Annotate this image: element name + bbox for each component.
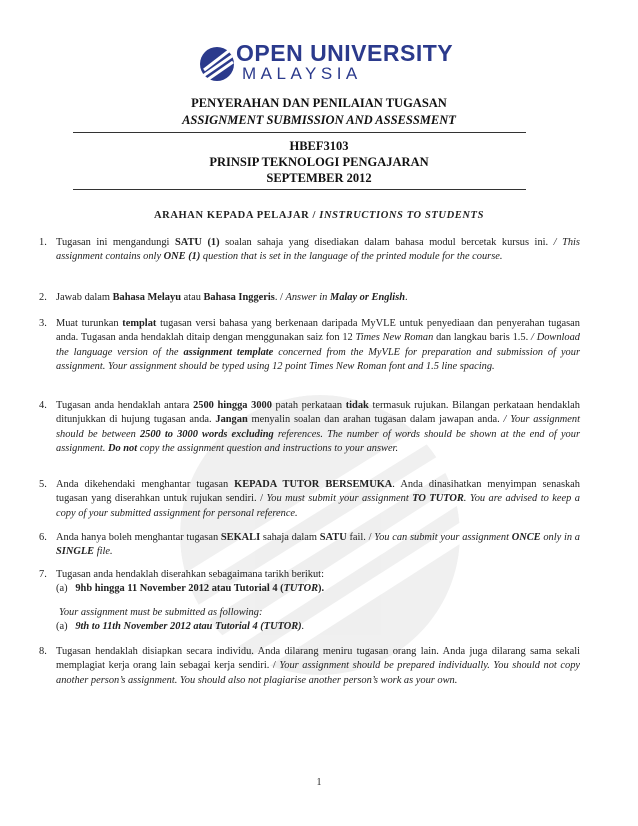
text-run: SINGLE xyxy=(56,546,95,558)
text-run: only in a xyxy=(540,532,580,543)
text-run: Tugasan anda hendaklah diserahkan sebagaimana tarikh berikut: xyxy=(56,569,324,580)
sub-item-label: (a) xyxy=(56,583,68,595)
globe-icon xyxy=(198,40,236,88)
text-run: . xyxy=(405,292,408,303)
text-run: Your assignment should be prepared individually. You should not copy another person’s assignment. You should also not plagiarise another person’s work as your own. xyxy=(56,660,581,686)
text-run: Jangan xyxy=(215,414,248,426)
text-run: Times New Roman xyxy=(355,332,434,344)
header-rule-bottom xyxy=(73,189,526,190)
item-text xyxy=(56,645,580,688)
text-run: / Your assignment should be between xyxy=(56,414,580,440)
text-run: You must submit your assignment xyxy=(266,493,413,505)
tutor-label: TUTOR xyxy=(283,583,319,595)
text-run: 2500 to 3000 words excluding xyxy=(139,428,274,440)
item-text xyxy=(56,568,580,582)
text-run: patah perkataan xyxy=(271,400,346,411)
course-name: PRINSIP TEKNOLOGI PENGAJARAN xyxy=(209,155,429,169)
submission-date-malay xyxy=(56,582,580,596)
text-run: Muat turunkan xyxy=(56,318,123,329)
semester: SEPTEMBER 2012 xyxy=(266,171,372,185)
instructions-heading-separator: / xyxy=(309,210,320,221)
text-run: Jawab dalam xyxy=(56,292,113,303)
university-logo xyxy=(198,40,454,88)
text-run: atau xyxy=(180,292,204,303)
text-run: termasuk rujukan. Bilangan perkataan hendaklah ditunjukkan di hujung tugasan anda. xyxy=(56,400,580,426)
text-run: Answer in xyxy=(285,292,330,303)
item-text xyxy=(56,291,580,305)
text-run: . Anda dinasihatkan menyimpan senaskah tugasan yang diserahkan untuk rujukan sendiri. / xyxy=(56,479,580,505)
instruction-item-6 xyxy=(39,531,580,560)
item-number: 4. xyxy=(39,400,47,411)
submission-date-english xyxy=(56,620,580,634)
text-run: Tugasan ini mengandungi xyxy=(56,237,175,248)
text-run: Tugasan anda hendaklah antara xyxy=(56,400,194,411)
text-run: Bahasa Melayu xyxy=(112,292,181,303)
instructions-heading-malay: ARAHAN KEPADA PELAJAR xyxy=(153,210,310,221)
instruction-item-3 xyxy=(39,317,580,374)
text-run: assignment template xyxy=(183,346,274,358)
text-run: soalan sahaja yang disediakan dalam bahasa modul bercetak kursus ini. xyxy=(219,237,554,248)
text-run: tugasan versi bahasa yang berkenaan daripada MyVLE untuk penyediaan dan penyerahan tugasan anda. Tugasan anda hendaklah ditaip dengan menggunakan saiz fon 12 xyxy=(56,318,580,344)
text-run: concerned from the MyVLE for preparation and submission of your assignment. Your assignment should be typed using 12 point Times New Roman font and 1.5 line spacing. xyxy=(56,346,580,372)
text-run: tidak xyxy=(345,400,369,411)
text-run: . / xyxy=(274,292,286,303)
instruction-item-4 xyxy=(39,399,580,456)
instruction-item-8 xyxy=(39,645,581,688)
text-run: SATU (1) xyxy=(174,237,220,248)
instruction-item-7 xyxy=(39,568,580,634)
text-run: Tugasan hendaklah disiapkan secara individu. Anda dilarang meniru tugasan orang lain. Anda juga dilarang sama sekali memplagiat kerja orang lain sebagai kerja sendiri. / xyxy=(56,646,580,672)
doc-title-english: ASSIGNMENT SUBMISSION AND ASSESSMENT xyxy=(182,113,456,127)
text-run: . You are advised to keep a copy of your submitted assignment for personal reference. xyxy=(56,493,580,519)
text-run: / This assignment contains only xyxy=(56,237,580,263)
text-run: KEPADA TUTOR BERSEMUKA xyxy=(234,479,393,490)
instruction-item-1 xyxy=(39,236,580,265)
submission-intro-english: Your assignment must be submitted as following: xyxy=(59,606,263,618)
instruction-item-2 xyxy=(39,291,580,305)
text-run: Bahasa Inggeris xyxy=(203,292,275,303)
text-run: SEKALI xyxy=(220,532,261,543)
item-number: 5. xyxy=(39,479,47,490)
text-run: sahaja dalam xyxy=(260,532,320,543)
text-run: templat xyxy=(122,318,157,329)
text-run: / Download the language version of the xyxy=(56,332,580,358)
submission-date-close: ). xyxy=(318,583,325,595)
submission-date-text-english: 9th to 11th November 2012 atau Tutorial 4 (TUTOR) xyxy=(75,620,302,632)
item-text xyxy=(56,399,580,456)
text-run: references. The number of words should be shown at the end of your assignment. xyxy=(56,428,580,454)
text-run: menyalin soalan dan arahan tugasan dalam jawapan anda. xyxy=(247,414,504,426)
logo-wordmark-primary: OPEN UNIVERSITY xyxy=(236,40,454,66)
header-rule-top xyxy=(73,132,526,133)
text-run: Anda hanya boleh menghantar tugasan xyxy=(56,532,221,543)
doc-title-malay: PENYERAHAN DAN PENILAIAN TUGASAN xyxy=(191,96,447,110)
item-number: 3. xyxy=(39,318,47,329)
item-text xyxy=(56,317,580,374)
item-text xyxy=(56,531,580,560)
item-number: 7. xyxy=(39,569,47,580)
instruction-item-5 xyxy=(39,478,580,521)
text-run: 2500 hingga 3000 xyxy=(193,400,272,411)
item-number: 1. xyxy=(39,237,47,248)
text-run: file. xyxy=(94,546,113,558)
instructions-heading-english: INSTRUCTIONS TO STUDENTS xyxy=(319,210,485,221)
submission-date-close-english: . xyxy=(301,620,305,632)
text-run: ONCE xyxy=(511,532,541,543)
text-run: copy the assignment question and instructions to your answer. xyxy=(137,442,399,454)
item-number: 2. xyxy=(39,292,47,303)
text-run: Anda dikehendaki menghantar tugasan xyxy=(56,479,235,490)
logo-wordmark-secondary: MALAYSIA xyxy=(242,64,362,83)
text-run: question that is set in the language of the printed module for the course. xyxy=(200,251,503,263)
text-run: Malay or English xyxy=(329,292,406,303)
text-run: fail. / xyxy=(346,532,375,543)
text-run: SATU xyxy=(319,532,347,543)
text-run: ONE (1) xyxy=(163,251,201,263)
text-run: Do not xyxy=(107,442,138,454)
page-number: 1 xyxy=(316,777,322,788)
item-text xyxy=(56,236,580,265)
text-run: You can submit your assignment xyxy=(374,532,512,543)
text-run: dan langkau baris 1.5. xyxy=(433,332,531,344)
item-text xyxy=(56,478,580,521)
instructions-heading xyxy=(0,210,638,221)
text-run: TO TUTOR xyxy=(412,493,464,505)
item-number: 8. xyxy=(39,646,47,657)
submission-date-text: 9hb hingga 11 November 2012 atau Tutorial 4 ( xyxy=(75,583,284,595)
item-number: 6. xyxy=(39,532,47,543)
sub-item-label: (a) xyxy=(56,620,68,632)
course-code: HBEF3103 xyxy=(289,139,349,153)
